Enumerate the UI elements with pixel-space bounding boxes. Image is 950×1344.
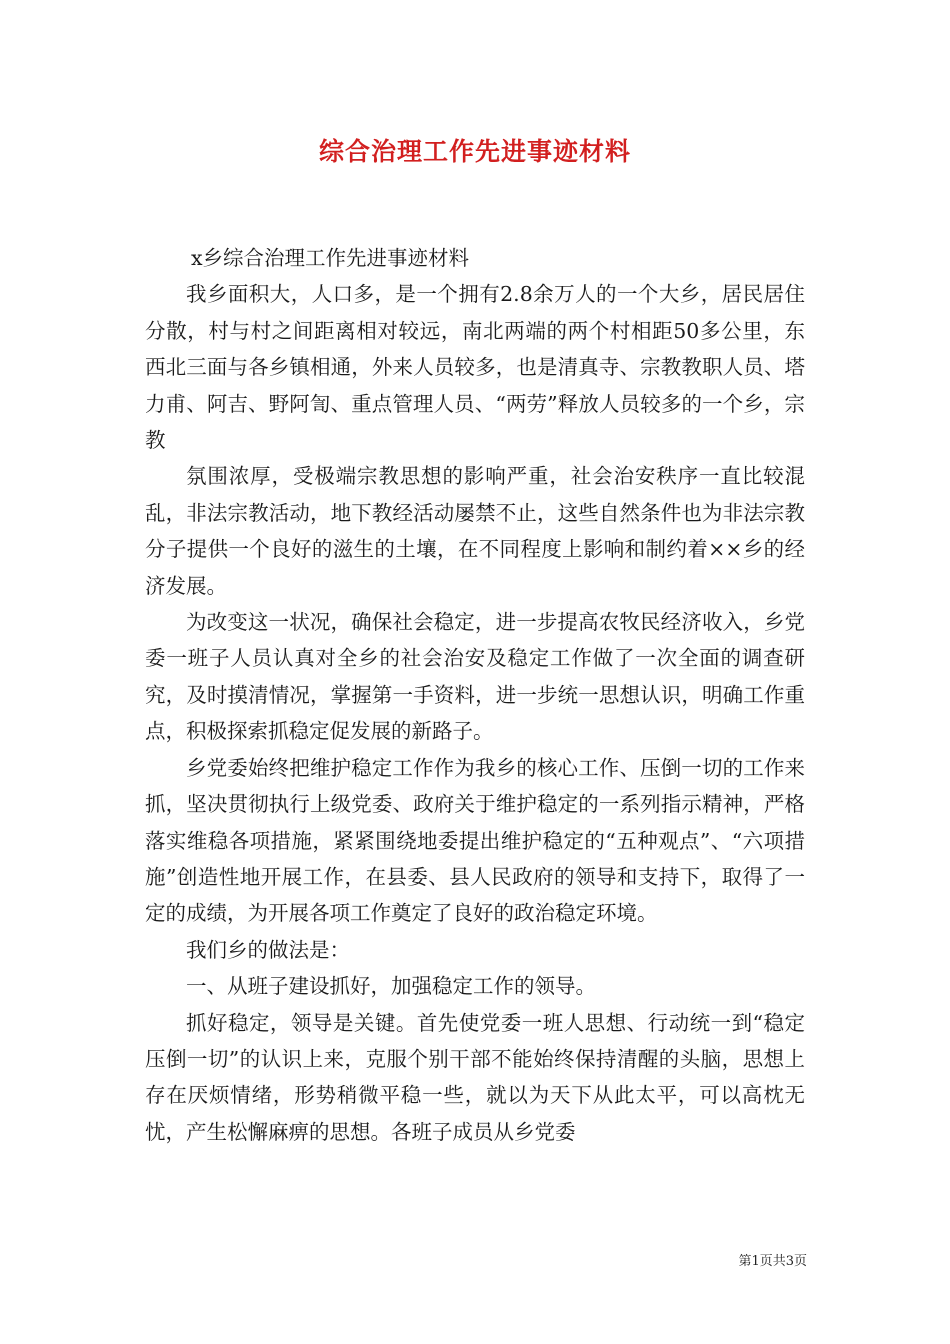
paragraph: 氛围浓厚，受极端宗教思想的影响严重，社会治安秩序一直比较混乱，非法宗教活动，地下教经活动屡禁不止，这些自然条件也为非法宗教分子提供一个良好的滋生的土壤，在不同程度上影响和制约着××乡的经济发展。 <box>145 464 805 598</box>
document-body <box>145 240 805 1150</box>
paragraph: 抓好稳定，领导是关键。首先使党委一班人思想、行动统一到“稳定压倒一切”的认识上来，克服个别干部不能始终保持清醒的头脑，思想上存在厌烦情绪，形势稍微平稳一些，就以为天下从此太平，可以高枕无忧，产生松懈麻痹的思想。各班子成员从乡党委 <box>145 1010 805 1144</box>
paragraph: 我乡面积大，人口多，是一个拥有2.8余万人的一个大乡，居民居住分散，村与村之间距离相对较远，南北两端的两个村相距50多公里，东西北三面与各乡镇相通，外来人员较多，也是清真寺、宗教教职人员、塔力甫、阿吉、野阿訇、重点管理人员、“两劳”释放人员较多的一个乡，宗教 <box>145 282 805 453</box>
paragraph: 为改变这一状况，确保社会稳定，进一步提高农牧民经济收入，乡党委一班子人员认真对全乡的社会治安及稳定工作做了一次全面的调查研究，及时摸清情况，掌握第一手资料，进一步统一思想认识，明确工作重点，积极探索抓稳定促发展的新路子。 <box>145 610 805 744</box>
paragraph: 一、从班子建设抓好，加强稳定工作的领导。 <box>186 974 596 999</box>
paragraph: 乡党委始终把维护稳定工作作为我乡的核心工作、压倒一切的工作来抓，坚决贯彻执行上级党委、政府关于维护稳定的一系列指示精神，严格落实维稳各项措施，紧紧围绕地委提出维护稳定的“五种观点”、“六项措施”创造性地开展工作，在县委、县人民政府的领导和支持下，取得了一定的成绩，为开展各项工作奠定了良好的政治稳定环境。 <box>145 755 805 926</box>
page-number: 第1页共3页 <box>738 1254 807 1269</box>
document-subtitle: x乡综合治理工作先进事迹材料 <box>191 246 470 270</box>
paragraph: 我们乡的做法是： <box>186 937 350 962</box>
document-title: 综合治理工作先进事迹材料 <box>318 137 631 166</box>
